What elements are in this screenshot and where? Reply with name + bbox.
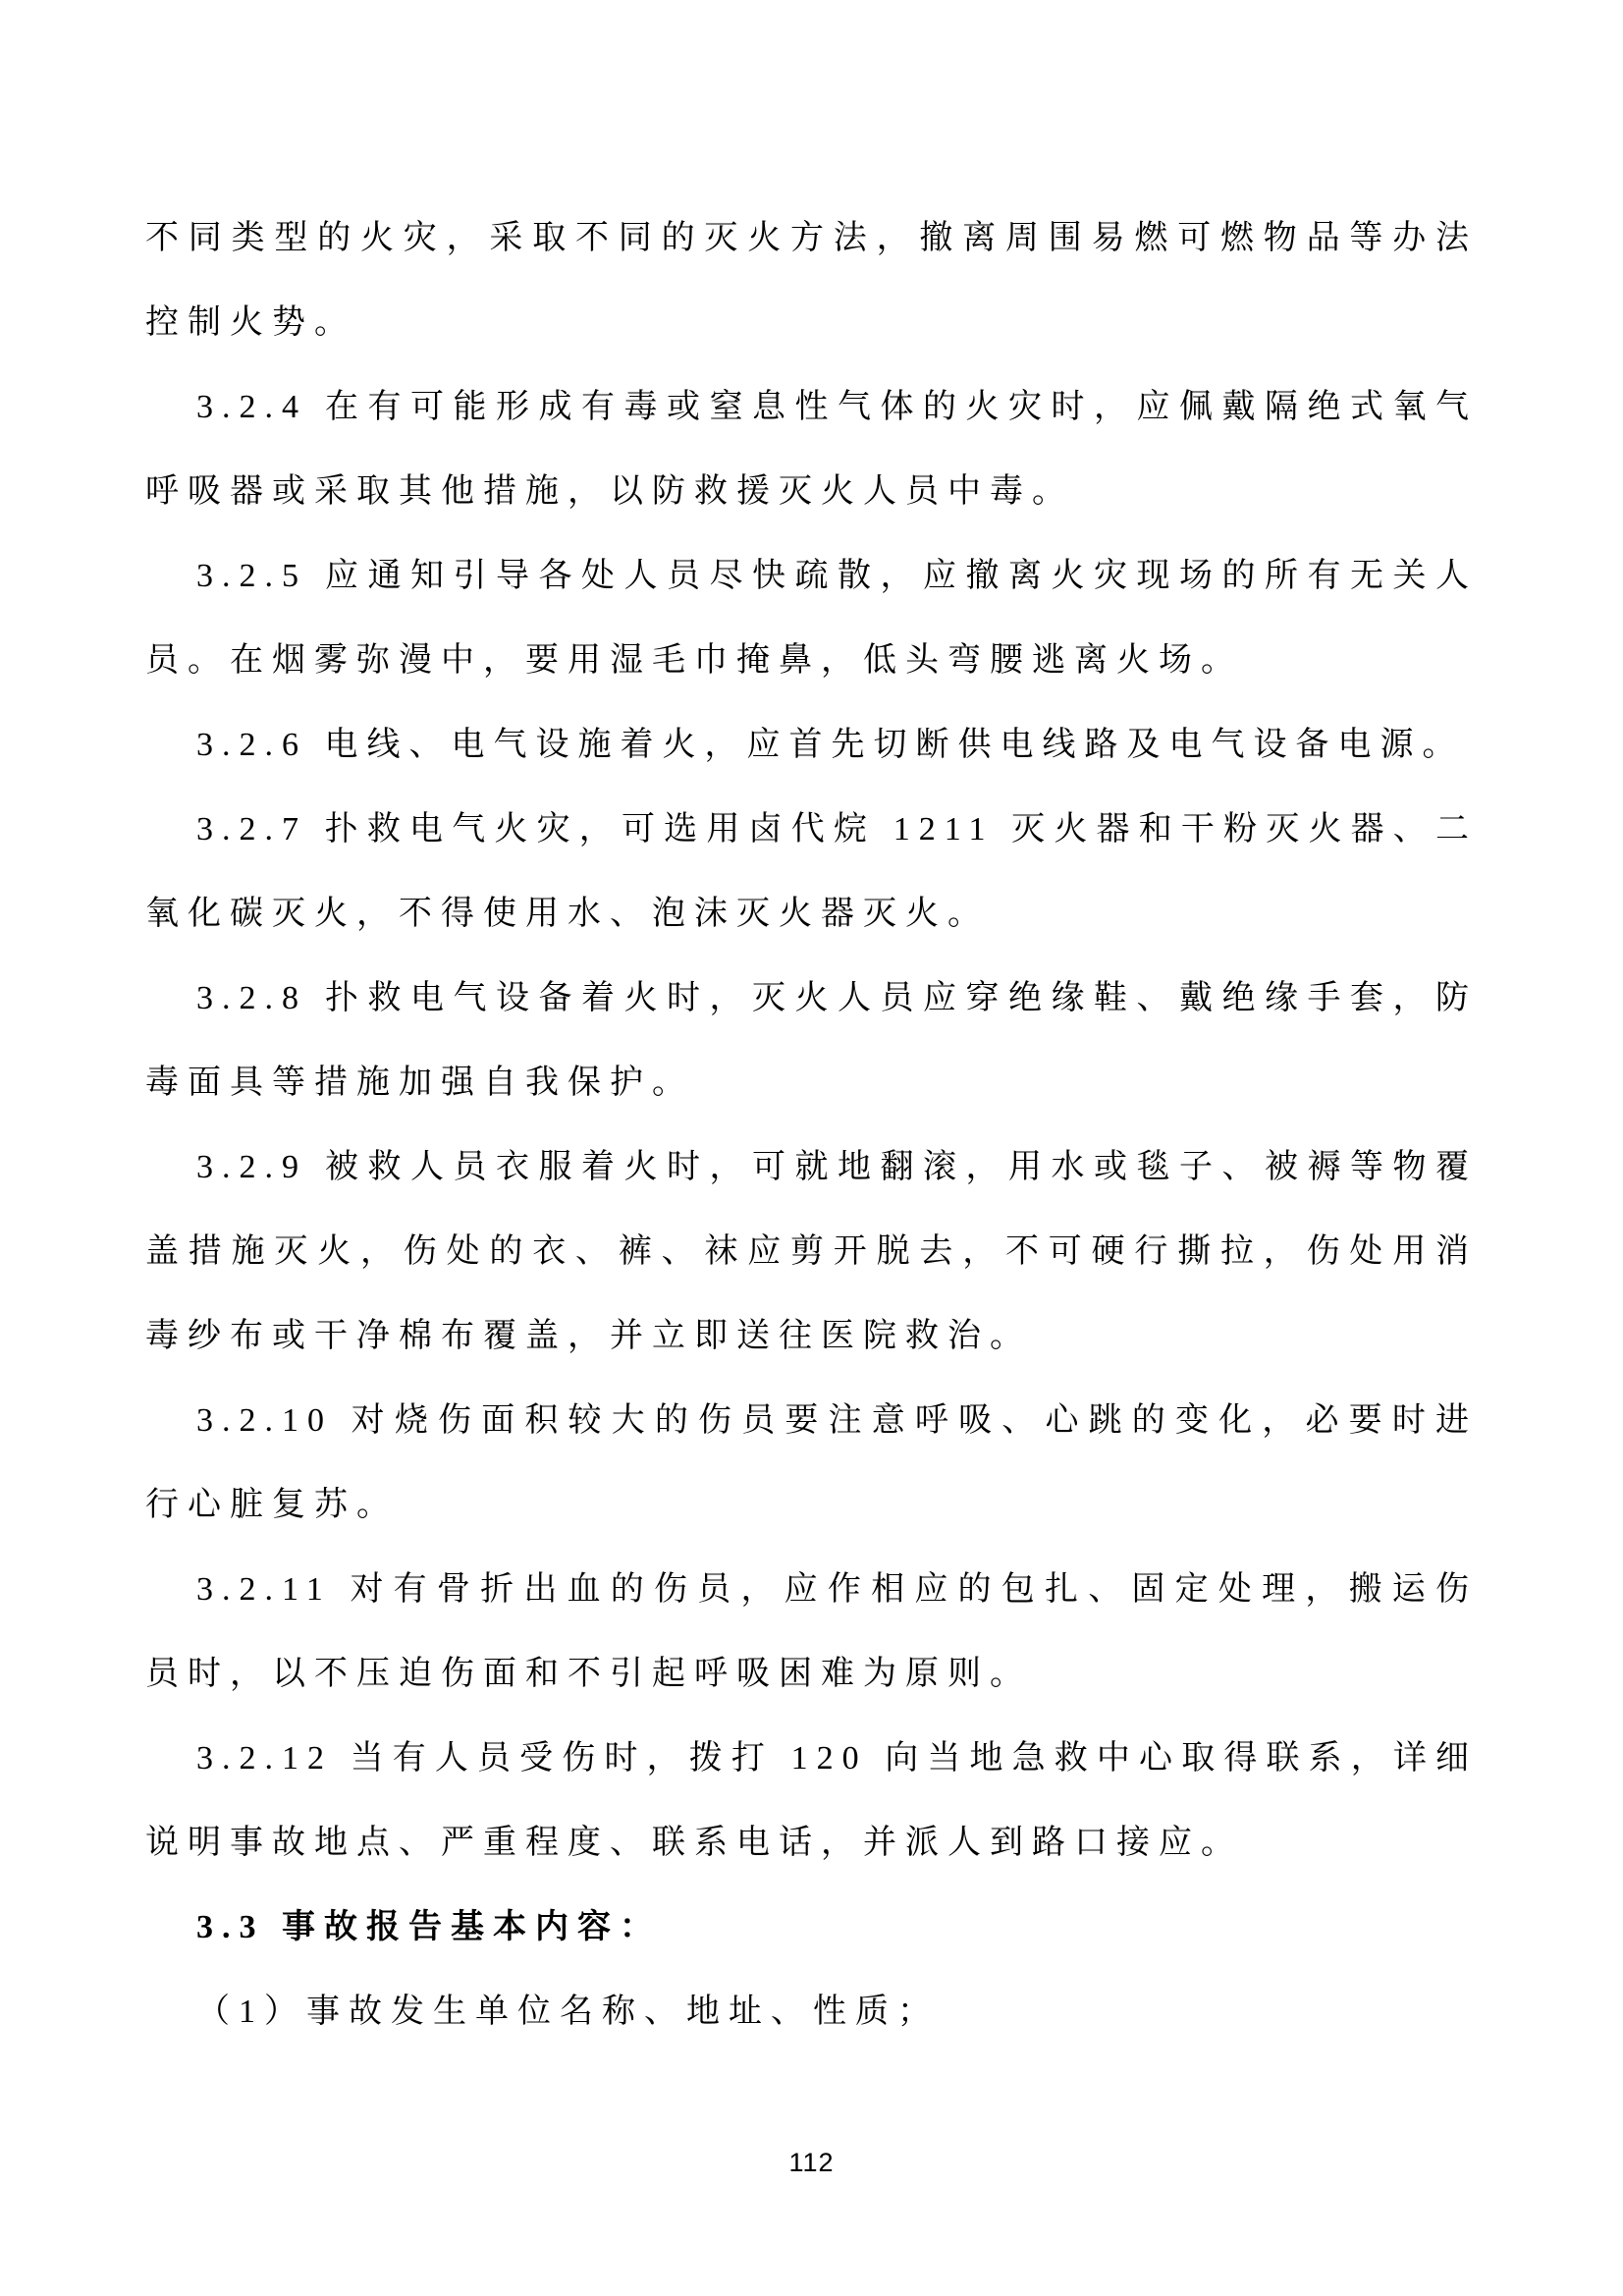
paragraph-3-2-7: 3.2.7 扑救电气火灾，可选用卤代烷 1211 灭火器和干粉灭火器、二氧化碳灭火，不得使用水、泡沫灭火器灭火。 xyxy=(145,811,1478,932)
paragraph-3-2-11: 3.2.11 对有骨折出血的伤员，应作相应的包扎、固定处理，搬运伤员时，以不压迫伤面和不引起呼吸困难为原则。 xyxy=(145,1571,1478,1692)
paragraph-3-2-8: 3.2.8 扑救电气设备着火时，灭火人员应穿绝缘鞋、戴绝缘手套，防毒面具等措施加强自我保护。 xyxy=(145,980,1478,1101)
page-number: 112 xyxy=(788,2148,835,2177)
heading-3-3: 3.3 事故报告基本内容： xyxy=(196,1909,662,1945)
paragraph-continuation: 不同类型的火灾，采取不同的灭火方法，撤离周围易燃可燃物品等办法控制火势。 xyxy=(145,220,1478,341)
paragraph-3-2-12: 3.2.12 当有人员受伤时，拨打 120 向当地急救中心取得联系，详细说明事故地点、严重程度、联系电话，并派人到路口接应。 xyxy=(145,1740,1478,1861)
paragraph-3-2-9: 3.2.9 被救人员衣服着火时，可就地翻滚，用水或毯子、被褥等物覆盖措施灭火，伤处的衣、裤、袜应剪开脱去，不可硬行撕拉，伤处用消毒纱布或干净棉布覆盖，并立即送往医院救治。 xyxy=(145,1149,1478,1354)
paragraph-3-2-6: 3.2.6 电线、电气设施着火，应首先切断供电线路及电气设备电源。 xyxy=(196,727,1465,763)
paragraph-3-2-4: 3.2.4 在有可能形成有毒或窒息性气体的火灾时，应佩戴隔绝式氧气呼吸器或采取其他措施，以防救援灭火人员中毒。 xyxy=(145,389,1478,510)
list-item-1: （1）事故发生单位名称、地址、性质； xyxy=(196,1994,940,2030)
paragraph-3-2-10: 3.2.10 对烧伤面积较大的伤员要注意呼吸、心跳的变化，必要时进行心脏复苏。 xyxy=(145,1402,1478,1523)
paragraph-3-2-5: 3.2.5 应通知引导各处人员尽快疏散，应撤离火灾现场的所有无关人员。在烟雾弥漫中，要用湿毛巾掩鼻，低头弯腰逃离火场。 xyxy=(145,558,1478,679)
